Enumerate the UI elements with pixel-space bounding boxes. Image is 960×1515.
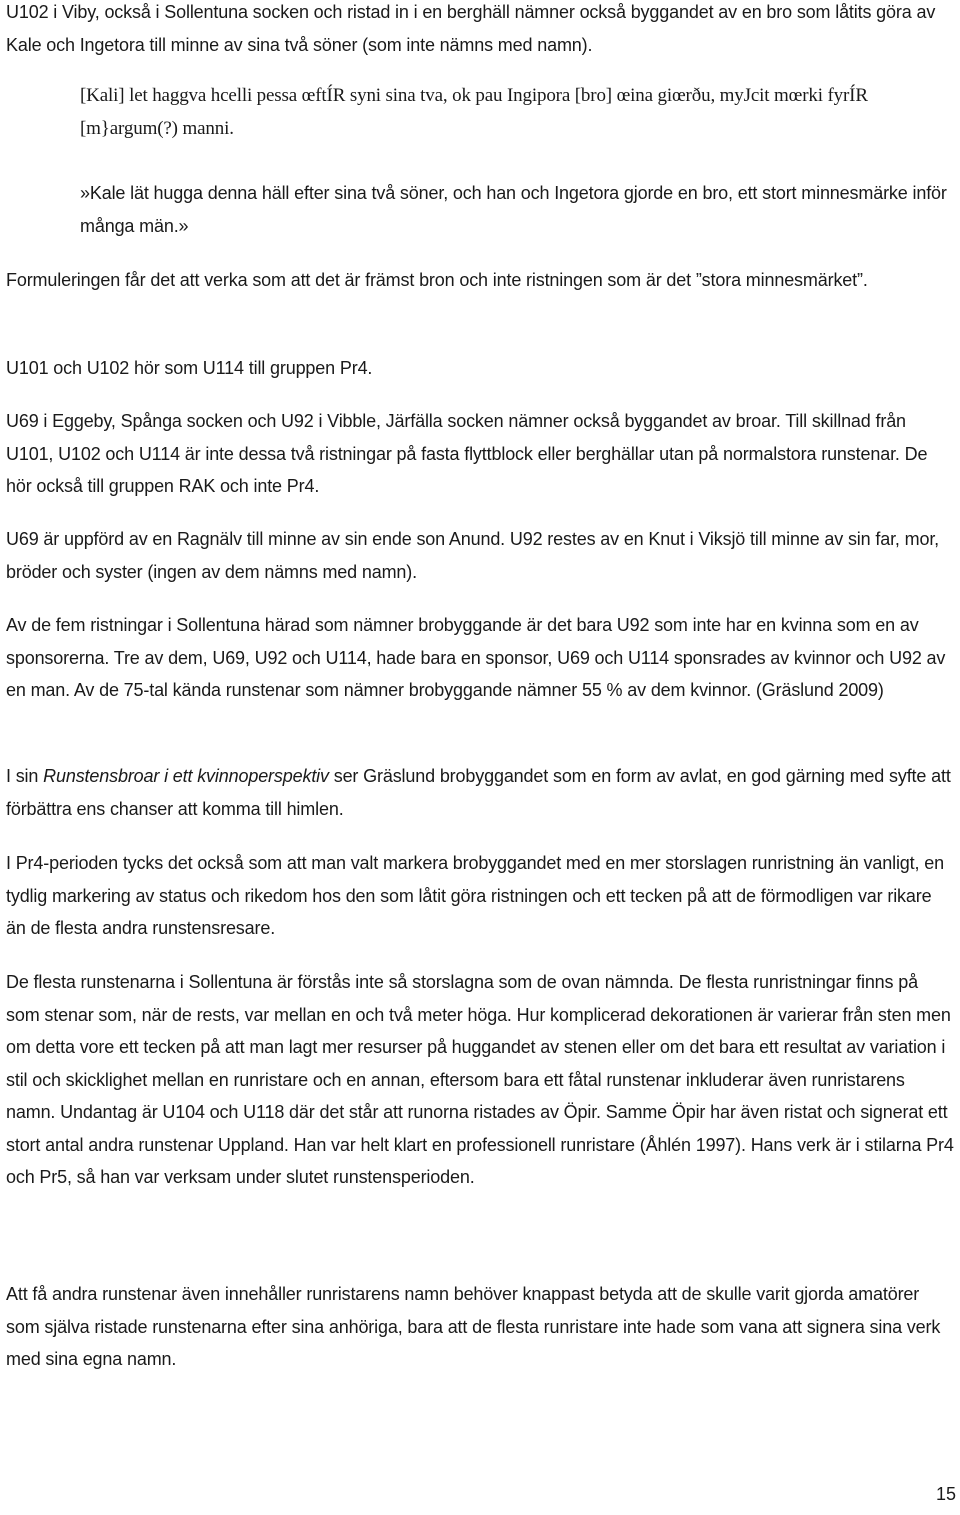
- graslund-lead: I sin: [6, 766, 44, 786]
- book-title: Runstensbroar i ett kvinnoperspektiv: [43, 766, 329, 786]
- paragraph-u69-u92-bridges: U69 i Eggeby, Spånga socken och U92 i Vibble, Järfälla socken nämner också byggandet av broar. Till skillnad från U101, U102 och U114 är inte dessa två ristningar på fasta flyttblock eller berghällar utan på normalstora runstenar. De hör också till gruppen RAK och inte Pr4.: [6, 411, 928, 496]
- paragraph-formulation: Formuleringen får det att verka som att det är främst bron och inte ristningen som är det ”stora minnesmärket”.: [6, 270, 868, 290]
- paragraph-u102-intro: U102 i Viby, också i Sollentuna socken och ristad in i en berghäll nämner också byggandet av en bro som låtits göra av Kale och Ingetora till minne av sina två söner (som inte nämns med namn).: [6, 2, 936, 55]
- translation-quote: »Kale lät hugga denna häll efter sina två söner, och han och Ingetora gjorde en bro, ett stort minnesmärke inför många män.»: [80, 183, 947, 236]
- paragraph-most-runestones: De flesta runstenarna i Sollentuna är förstås inte så storslagna som de ovan nämnda. De flesta runristningar finns på som stenar som, när de rests, var mellan en och två meter höga. Hur komplicerad dekorationen är varierar från sten men om detta vore ett tecken på att man lagt mer resurser på huggandet av stenen eller om det bara ett resultat av variation i stil och skicklighet mellan en runristare och en annan, eftersom bara ett fåtal runstenar inkluderar även runristarens namn. Undantag är U104 och U118 där det står att runorna ristades av Öpir. Samme Öpir har även ristat och signerat ett stort antal andra runstenar Uppland. Han var helt klart en professionell runristare (Åhlén 1997). Hans verk är i stilarna Pr4 och Pr5, så han var verksam under slutet runstensperioden.: [6, 972, 954, 1187]
- runic-transliteration: [Kali] let haggva hcelli pessa œftÍR syni sina tva, ok pau Ingipora [bro] œina giœrðu, myJcit mœrki fyrÍR [m}argum(?) manni.: [80, 85, 868, 139]
- paragraph-runecarver-names: Att få andra runstenar även innehåller runristarens namn behöver knappast betyda att de skulle varit gjorda amatörer som själva ristade runstenarna efter sina anhöriga, bara att de flesta runristare inte hade som vana att signera sina verk med sina egna namn.: [6, 1284, 941, 1369]
- graslund-rest: ser Gräslund brobyggandet som en form av avlat, en god gärning med syfte att förbättra ens chanser att komma till himlen.: [6, 766, 951, 819]
- paragraph-graslund: [6, 760, 956, 825]
- paragraph-women-sponsors: Av de fem ristningar i Sollentuna härad som nämner brobyggande är det bara U92 som inte har en kvinna som en av sponsorerna. Tre av dem, U69, U92 och U114, hade bara en sponsor, U69 och U114 sponsrades av kvinnor och U92 av en man. Av de 75-tal kända runstenar som nämner brobyggande nämner 55 % av dem kvinnor. (Gräslund 2009): [6, 615, 946, 700]
- paragraph-group-pr4: U101 och U102 hör som U114 till gruppen Pr4.: [6, 358, 373, 378]
- page-number: 15: [935, 1484, 956, 1504]
- paragraph-pr4-period: I Pr4-perioden tycks det också som att man valt markera brobyggandet med en mer storslagen runristning än vanligt, en tydlig markering av status och rikedom hos den som låtit göra ristningen och ett tecken på att de förmodligen var rikare än de flesta andra runstensresare.: [6, 853, 944, 938]
- paragraph-u69-u92-sponsors: U69 är uppförd av en Ragnälv till minne av sin ende son Anund. U92 restes av en Knut i Viksjö till minne av sin far, mor, bröder och syster (ingen av dem nämns med namn).: [6, 529, 940, 582]
